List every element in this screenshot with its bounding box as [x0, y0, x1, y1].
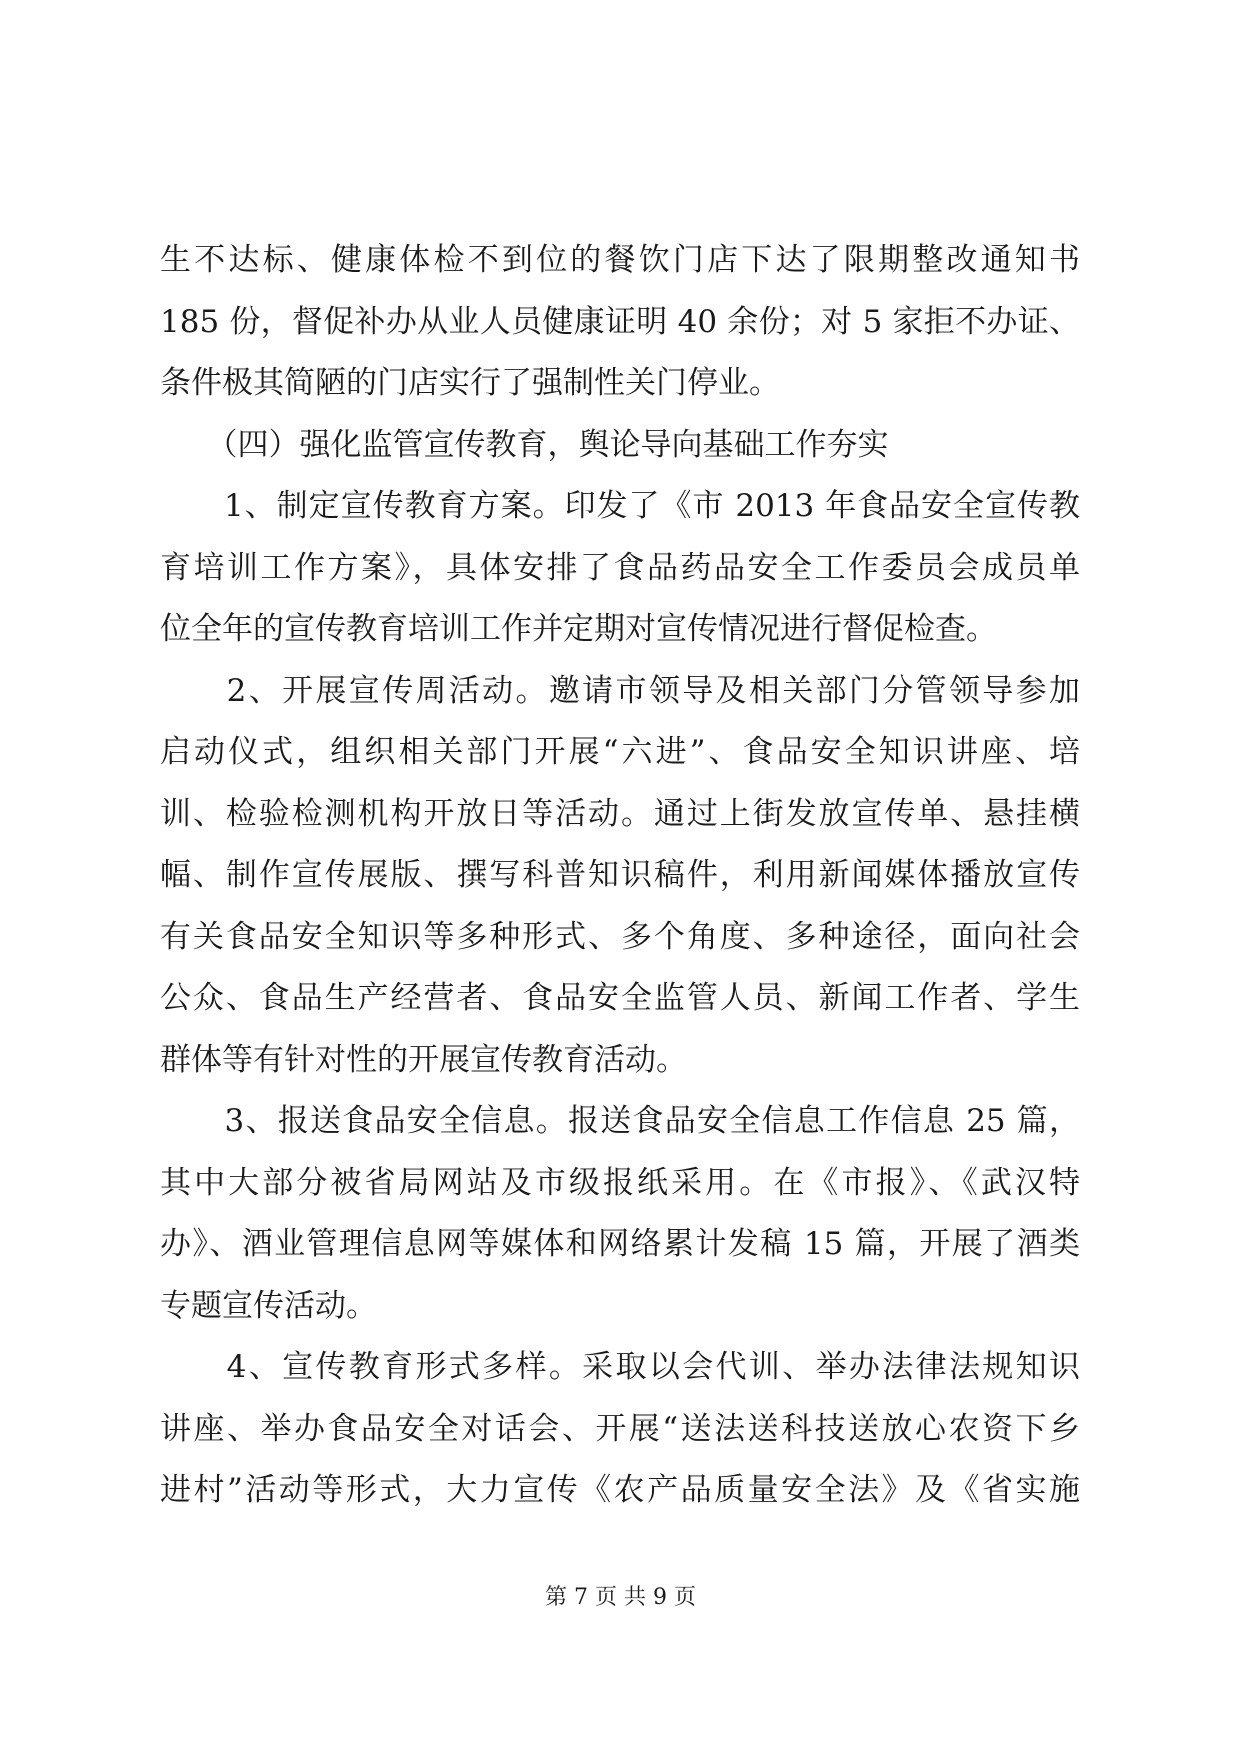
text-line: 办》、酒业管理信息网等媒体和网络累计发稿 15 篇，开展了酒类 [160, 1226, 1080, 1262]
text-line: 条件极其简陋的门店实行了强制性关门停业。 [160, 365, 780, 401]
text-line: 训、检验检测机构开放日等活动。通过上街发放宣传单、悬挂横 [160, 795, 1080, 832]
text-line: 1、制定宣传教育方案。印发了《市 2013 年食品安全宣传教 [160, 488, 1080, 524]
text-line: 2、开展宣传周活动。邀请市领导及相关部门分管领导参加 [160, 672, 1080, 709]
text-line: 育培训工作方案》，具体安排了食品药品安全工作委员会成员单 [160, 549, 1080, 586]
text-line: 幅、制作宣传展版、撰写科普知识稿件，利用新闻媒体播放宣传 [160, 857, 1080, 893]
text-line: 3、报送食品安全信息。报送食品安全信息工作信息 25 篇， [160, 1103, 1080, 1139]
text-line: 启动仪式，组织相关部门开展“六进”、食品安全知识讲座、培 [160, 734, 1080, 770]
text-line: 4、宣传教育形式多样。采取以会代训、举办法律法规知识 [160, 1349, 1080, 1385]
text-line: 有关食品安全知识等多种形式、多个角度、多种途径，面向社会 [160, 918, 1080, 955]
text-line: 群体等有针对性的开展宣传教育活动。 [160, 1041, 687, 1078]
text-line: 进村”活动等形式，大力宣传《农产品质量安全法》及《省实施 [160, 1472, 1080, 1508]
text-line: 位全年的宣传教育培训工作并定期对宣传情况进行督促检查。 [160, 611, 997, 647]
section-heading: （四）强化监管宣传教育，舆论导向基础工作夯实 [160, 426, 889, 463]
text-line: 生不达标、健康体检不到位的餐饮门店下达了限期整改通知书 [160, 242, 1080, 278]
document-body [160, 230, 1080, 1522]
page-number-footer: 第 7 页 共 9 页 [545, 1585, 696, 1610]
text-line: 专题宣传活动。 [160, 1287, 377, 1324]
text-line: 公众、食品生产经营者、食品安全监管人员、新闻工作者、学生 [160, 980, 1080, 1016]
text-line: 讲座、举办食品安全对话会、开展“送法送科技送放心农资下乡 [160, 1410, 1080, 1447]
text-line: 其中大部分被省局网站及市级报纸采用。在《市报》、《武汉特 [160, 1164, 1080, 1201]
text-line: 185 份，督促补办从业人员健康证明 40 余份；对 5 家拒不办证、 [160, 303, 1080, 340]
